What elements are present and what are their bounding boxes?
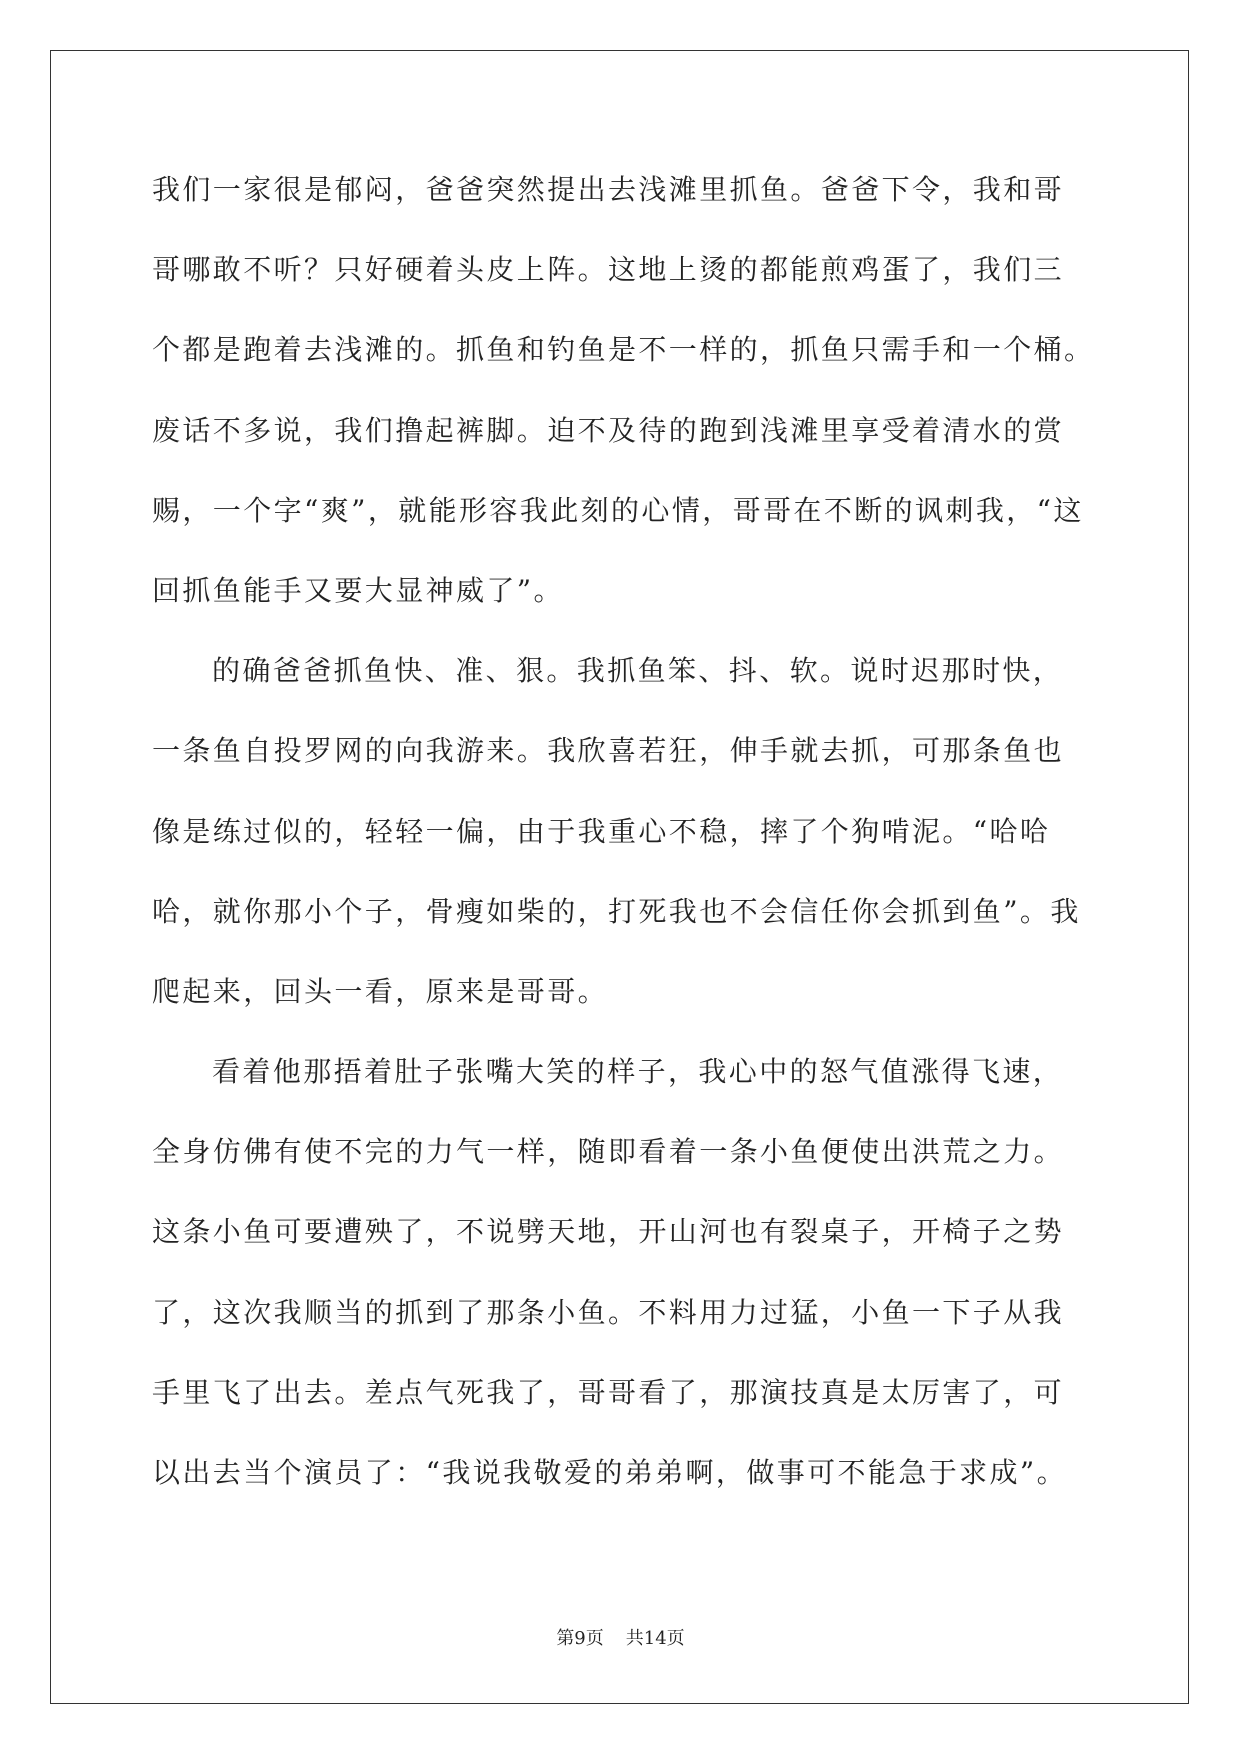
text-line: 一条鱼自投罗网的向我游来。我欣喜若狂，伸手就去抓，可那条鱼也 bbox=[152, 734, 1065, 768]
text-line: 爬起来，回头一看，原来是哥哥。 bbox=[152, 974, 609, 1008]
text-line: 手里飞了出去。差点气死我了，哥哥看了，那演技真是太厉害了，可 bbox=[152, 1375, 1065, 1409]
page-number-total: 共14页 bbox=[625, 1628, 685, 1649]
text-line: 废话不多说，我们撸起裤脚。迫不及待的跑到浅滩里享受着清水的赏 bbox=[152, 413, 1065, 447]
text-line: 这条小鱼可要遭殃了，不说劈天地，开山河也有裂桌子，开椅子之势 bbox=[152, 1215, 1065, 1249]
text-line: 看着他那捂着肚子张嘴大笑的样子，我心中的怒气值涨得飞速， bbox=[212, 1055, 1064, 1089]
body-text bbox=[152, 150, 1095, 1513]
text-line: 了，这次我顺当的抓到了那条小鱼。不料用力过猛，小鱼一下子从我 bbox=[152, 1295, 1065, 1329]
text-line: 我们一家很是郁闷，爸爸突然提出去浅滩里抓鱼。爸爸下令，我和哥 bbox=[152, 173, 1065, 206]
text-line: 回抓鱼能手又要大显神威了”。 bbox=[152, 573, 564, 607]
text-line: 哈，就你那小个子，骨瘦如柴的，打死我也不会信任你会抓到鱼”。我 bbox=[152, 894, 1081, 928]
page-number-current: 第9页 bbox=[556, 1628, 604, 1649]
text-line: 的确爸爸抓鱼快、准、狠。我抓鱼笨、抖、软。说时迟那时快， bbox=[212, 654, 1064, 688]
text-line: 像是练过似的，轻轻一偏，由于我重心不稳，摔了个狗啃泥。“哈哈 bbox=[152, 814, 1051, 848]
text-line: 全身仿佛有使不完的力气一样，随即看着一条小鱼便使出洪荒之力。 bbox=[152, 1135, 1065, 1169]
page-footer bbox=[0, 1627, 1241, 1651]
text-line: 哥哪敢不听？只好硬着头皮上阵。这地上烫的都能煎鸡蛋了，我们三 bbox=[152, 253, 1065, 287]
text-line: 以出去当个演员了：“我说我敬爱的弟弟啊，做事可不能急于求成”。 bbox=[152, 1456, 1068, 1489]
text-line: 赐，一个字“爽”，就能形容我此刻的心情，哥哥在不断的讽刺我，“这 bbox=[152, 493, 1084, 527]
text-line: 个都是跑着去浅滩的。抓鱼和钓鱼是不一样的，抓鱼只需手和一个桶。 bbox=[152, 333, 1095, 367]
